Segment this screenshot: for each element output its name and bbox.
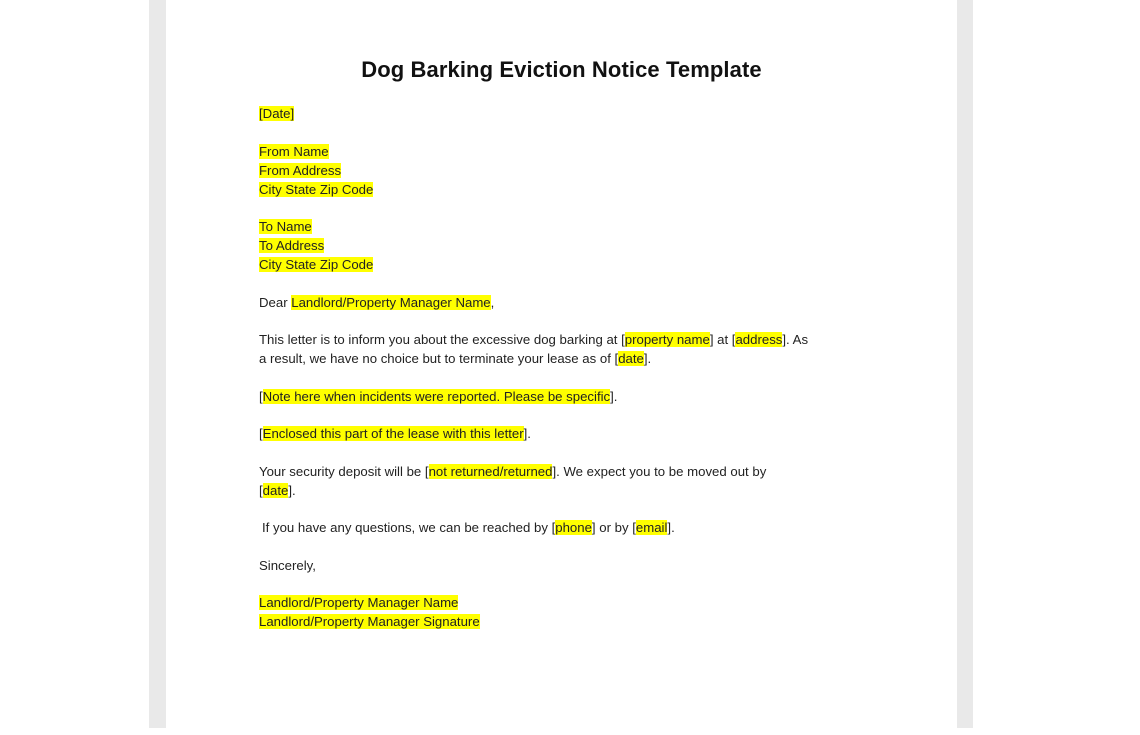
salutation [259,293,869,312]
intro-text-2: ] at [ [709,332,736,347]
enclosed-paragraph [259,424,869,443]
property-name-placeholder: property name [624,332,710,347]
termination-date-placeholder: date [618,351,644,366]
questions-text-2: ] or by [ [591,520,636,535]
letter-body [259,104,869,650]
document-title: Dog Barking Eviction Notice Template [361,57,762,82]
incidents-placeholder: Note here when incidents were reported. Please be specific [262,388,611,404]
signature-sign: Landlord/Property Manager Signature [259,614,480,629]
closing: Sincerely, [259,557,316,573]
date-placeholder: [Date] [259,106,295,121]
address-placeholder: address [735,332,783,347]
email-placeholder: email [635,520,668,535]
salutation-prefix: Dear [259,294,292,310]
phone-placeholder: phone [555,520,592,535]
incidents-open: [ [259,388,263,404]
deposit-paragraph [259,462,869,500]
intro-text-1: This letter is to inform you about the excessive dog barking at [259,332,622,347]
incidents-close: ]. [610,388,618,404]
incidents-paragraph [259,387,869,406]
deposit-status-placeholder: not returned/returned [428,463,553,479]
from-name: From Name [259,143,329,159]
salutation-suffix: , [490,294,495,310]
intro-paragraph [259,330,869,368]
intro-text-5: ]. [643,351,652,366]
deposit-text-3: [ [259,482,263,498]
from-city-state-zip: City State Zip Code [259,181,374,197]
sender-block [259,142,869,199]
salutation-recipient: Landlord/Property Manager Name [291,294,491,310]
enclosed-placeholder: Enclosed this part of the lease with this letter [262,426,524,441]
date-paragraph [259,104,869,123]
closing-paragraph [259,556,869,575]
from-address: From Address [259,162,342,178]
questions-text-3: ]. [667,520,675,535]
deposit-text-1: Your security deposit will be [ [259,463,429,479]
to-name: To Name [259,219,312,234]
to-address: To Address [259,238,325,253]
move-out-date-placeholder: date [262,482,289,498]
intro-bracket: [ [621,332,625,347]
questions-paragraph [259,518,869,537]
deposit-text-4: ]. [288,482,296,498]
recipient-block [259,217,869,274]
signature-name: Landlord/Property Manager Name [259,595,459,610]
signature-block [259,593,869,631]
enclosed-close: ]. [523,426,531,441]
enclosed-open: [ [259,426,263,441]
page-gutter-left [149,0,166,728]
intro-text-3: ]. As [782,332,809,347]
to-city-state-zip: City State Zip Code [259,257,374,272]
page-gutter-right [957,0,973,728]
deposit-text-2: ]. We expect you to be moved out by [552,463,767,479]
document-page [166,0,957,728]
questions-text-1: If you have any questions, we can be reached by [ [262,520,556,535]
intro-text-4: a result, we have no choice but to terminate your lease as of [ [259,351,619,366]
